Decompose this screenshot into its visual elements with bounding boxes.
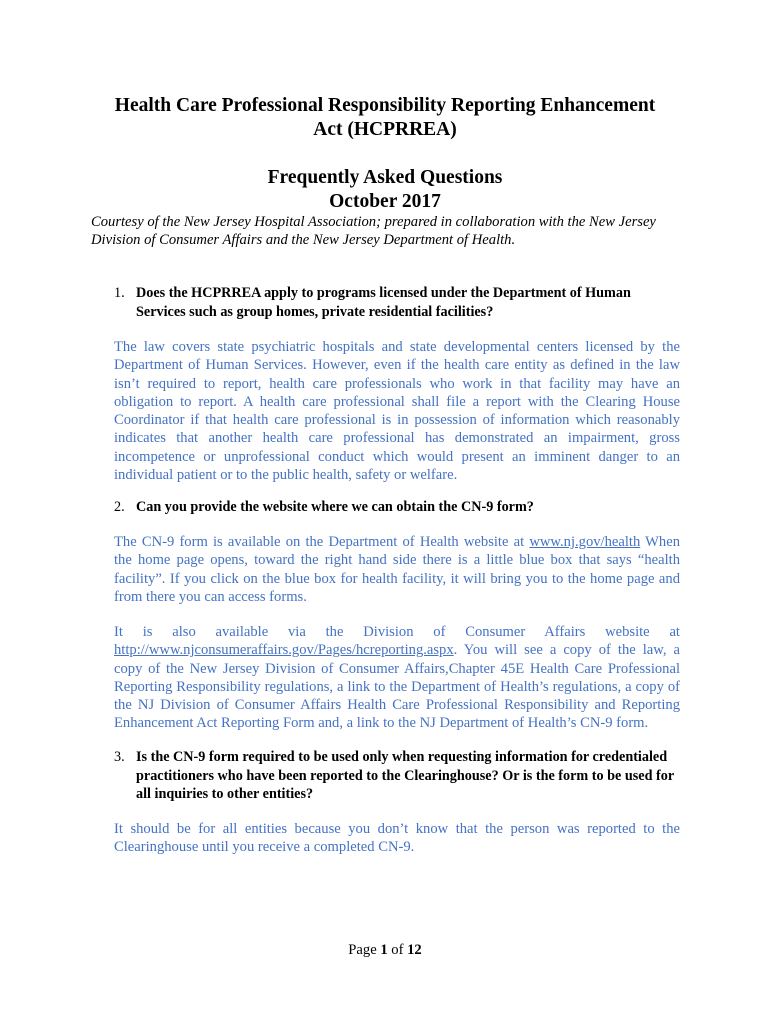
page-of: of bbox=[387, 942, 408, 958]
faq-heading-title: Frequently Asked Questions bbox=[267, 167, 503, 188]
question-2 bbox=[114, 498, 680, 517]
answer-2a bbox=[114, 533, 680, 606]
courtesy-note: Courtesy of the New Jersey Hospital Association; prepared in collaboration with the New Jersey Division of Consumer Affairs and the New Jersey Department of Health. bbox=[91, 214, 656, 248]
question-3-text: Is the CN-9 form required to be used only when requesting information for credentialed practitioners who have been reported to the Clearinghouse? Or is the form to be used for all inquiries to other entities? bbox=[136, 749, 674, 802]
question-2-text: Can you provide the website where we can obtain the CN-9 form? bbox=[136, 499, 534, 515]
faq-heading-date: October 2017 bbox=[329, 191, 441, 212]
answer-2b bbox=[114, 623, 680, 733]
faq-heading bbox=[90, 166, 680, 214]
answer-1: The law covers state psychiatric hospitals and state developmental centers licensed by the Department of Human Services. However, even if the health care entity as defined in the law isn’t required to report, health care professionals who work in that facility may have an obligation to report. A health care professional shall file a report with the Clearing House Coordinator if that health care professional is in possession of information which reasonably indicates that another health care professional has demonstrated an impairment, gross incompetence or unprofessional conduct which would present an imminent danger to an individual patient or to the public health, safety or welfare. bbox=[114, 339, 680, 484]
answer-2a-text-cont: When the home page opens, toward the right hand side there is a little blue box that says “health facility”. If you click on the blue box for health facility, it will bring you to the home page and from there you can access forms. bbox=[114, 534, 680, 605]
document-title bbox=[90, 94, 680, 142]
answer-2b-text: It is also available via the Division of Consumer Affairs website at bbox=[114, 624, 680, 640]
answer-2b-text-cont: . You will see a copy of the law, a copy of the New Jersey Division of Consumer Affairs,Chapter 45E Health Care Professional Reporting Responsibility regulations, a link to the Department of Health’s regulations, a copy of the NJ Division of Consumer Affairs Health Care Professional Responsibility and Reporting Enhancement Act Reporting Form and, a link to the NJ Department of Health’s CN-9 form. bbox=[114, 642, 680, 732]
page-number bbox=[0, 942, 770, 959]
question-1-text: Does the HCPRREA apply to programs licensed under the Department of Human Services such as group homes, private residential facilities? bbox=[136, 285, 631, 320]
nj-health-link[interactable]: www.nj.gov/health bbox=[529, 534, 641, 550]
page-current: 1 bbox=[380, 942, 388, 958]
answer-3: It should be for all entities because you don’t know that the person was reported to the Clearinghouse until you receive a completed CN-9. bbox=[114, 821, 680, 856]
title-line-2: Act (HCPRREA) bbox=[313, 119, 457, 140]
question-3-number: 3. bbox=[114, 749, 125, 765]
answer-2a-text: The CN-9 form is available on the Department of Health website at bbox=[114, 534, 530, 550]
page-total: 12 bbox=[407, 942, 422, 958]
consumer-affairs-link[interactable]: http://www.njconsumeraffairs.gov/Pages/hcreporting.aspx bbox=[114, 642, 454, 659]
question-2-number: 2. bbox=[114, 499, 125, 515]
question-1 bbox=[114, 284, 680, 321]
question-1-number: 1. bbox=[114, 285, 125, 301]
question-3 bbox=[114, 748, 680, 804]
page-prefix: Page bbox=[348, 942, 381, 958]
title-line-1: Health Care Professional Responsibility Reporting Enhancement bbox=[114, 95, 656, 116]
